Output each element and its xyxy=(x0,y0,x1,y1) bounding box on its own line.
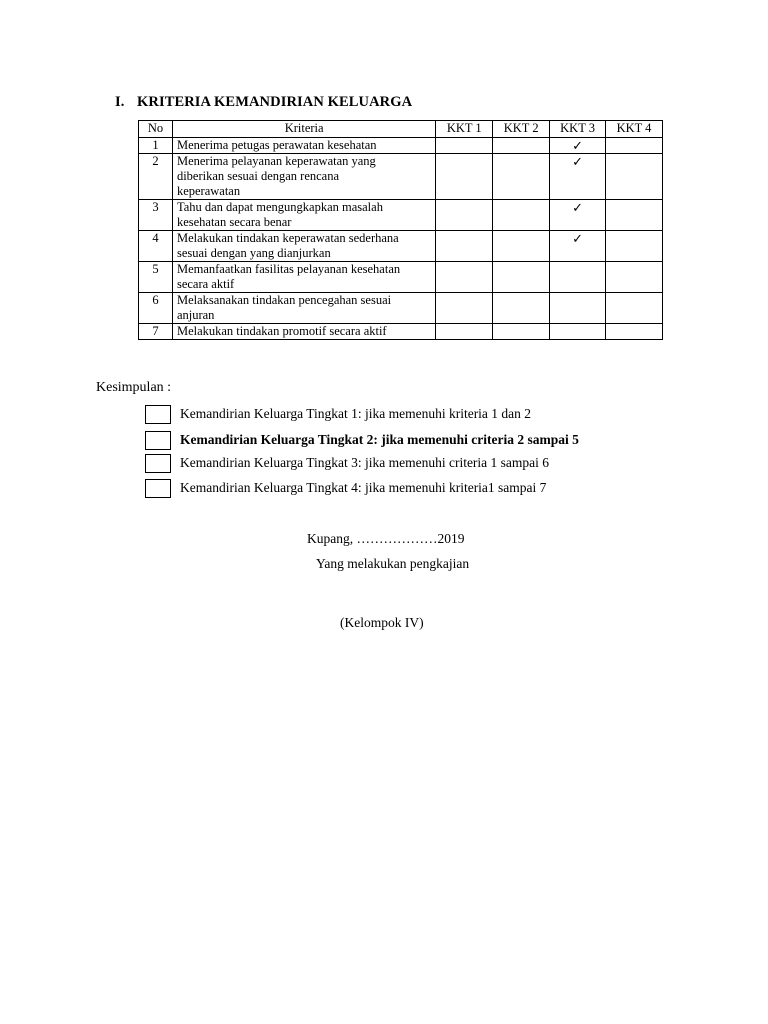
kkt-1-cell xyxy=(436,293,493,324)
criteria-text-line: diberikan sesuai dengan rencana xyxy=(176,169,340,183)
table-header-row xyxy=(139,121,663,138)
criteria-cell xyxy=(172,262,435,293)
kkt-2-cell xyxy=(493,262,550,293)
conclusion-option-3[interactable] xyxy=(145,452,549,474)
kkt-2-cell xyxy=(493,293,550,324)
kkt-1-cell xyxy=(436,262,493,293)
table-row xyxy=(139,262,663,293)
kkt-3-cell: ✓ xyxy=(550,138,606,154)
kkt-3-cell: ✓ xyxy=(550,231,606,262)
conclusion-option-label: Kemandirian Keluarga Tingkat 4: jika memenuhi kriteria1 sampai 7 xyxy=(180,480,547,495)
kkt-2-cell xyxy=(493,324,550,340)
header-kkt-3: KKT 3 xyxy=(550,121,606,138)
criteria-cell xyxy=(172,138,435,154)
kkt-1-cell xyxy=(436,324,493,340)
kkt-1-cell xyxy=(436,138,493,154)
criteria-cell xyxy=(172,154,435,200)
row-number: 3 xyxy=(139,200,173,231)
criteria-table-body xyxy=(139,138,663,340)
kkt-4-cell xyxy=(606,293,663,324)
kkt-2-cell xyxy=(493,138,550,154)
conclusion-option-2[interactable] xyxy=(145,429,579,451)
kkt-4-cell xyxy=(606,231,663,262)
conclusion-option-label: Kemandirian Keluarga Tingkat 2: jika memenuhi criteria 2 sampai 5 xyxy=(180,432,579,447)
criteria-text-line: Melaksanakan tindakan pencegahan sesuai xyxy=(176,293,392,307)
criteria-text-line: anjuran xyxy=(176,308,215,322)
table-row xyxy=(139,200,663,231)
criteria-cell xyxy=(172,324,435,340)
criteria-cell xyxy=(172,231,435,262)
header-kkt-1: KKT 1 xyxy=(436,121,493,138)
checkbox[interactable] xyxy=(145,431,171,450)
conclusion-option-1[interactable] xyxy=(145,403,531,425)
row-number: 6 xyxy=(139,293,173,324)
criteria-text-line: Tahu dan dapat mengungkapkan masalah xyxy=(176,200,383,214)
kkt-3-cell xyxy=(550,293,606,324)
criteria-text-line: secara aktif xyxy=(176,277,235,291)
kkt-3-cell: ✓ xyxy=(550,154,606,200)
signer-name: (Kelompok IV) xyxy=(340,615,424,630)
criteria-text-line: keperawatan xyxy=(176,184,241,198)
table-row xyxy=(139,231,663,262)
table-row xyxy=(139,154,663,200)
table-row xyxy=(139,138,663,154)
row-number: 5 xyxy=(139,262,173,293)
criteria-text-line: Melakukan tindakan promotif secara aktif xyxy=(176,324,387,338)
section-title: KRITERIA KEMANDIRIAN KELUARGA xyxy=(137,94,413,110)
criteria-text-line: sesuai dengan yang dianjurkan xyxy=(176,246,331,260)
conclusion-option-4[interactable] xyxy=(145,477,546,499)
header-kriteria: Kriteria xyxy=(172,121,435,138)
place-date: Kupang, ………………2019 xyxy=(307,531,465,546)
criteria-text-line: Melakukan tindakan keperawatan sederhana xyxy=(176,231,399,245)
row-number: 7 xyxy=(139,324,173,340)
kkt-1-cell xyxy=(436,154,493,200)
kkt-4-cell xyxy=(606,154,663,200)
criteria-table xyxy=(138,120,663,340)
conclusion-option-label: Kemandirian Keluarga Tingkat 3: jika memenuhi criteria 1 sampai 6 xyxy=(180,455,550,470)
kkt-1-cell xyxy=(436,200,493,231)
signer-role: Yang melakukan pengkajian xyxy=(316,556,470,571)
table-row xyxy=(139,293,663,324)
section-number: I. xyxy=(115,94,125,110)
conclusion-option-label: Kemandirian Keluarga Tingkat 1: jika memenuhi kriteria 1 dan 2 xyxy=(180,406,532,421)
criteria-cell xyxy=(172,293,435,324)
checkbox[interactable] xyxy=(145,405,171,424)
criteria-text-line: kesehatan secara benar xyxy=(176,215,292,229)
criteria-cell xyxy=(172,200,435,231)
criteria-text-line: Menerima pelayanan keperawatan yang xyxy=(176,154,376,168)
kkt-2-cell xyxy=(493,154,550,200)
criteria-text-line: Memanfaatkan fasilitas pelayanan kesehatan xyxy=(176,262,401,276)
row-number: 4 xyxy=(139,231,173,262)
header-no: No xyxy=(139,121,173,138)
row-number: 1 xyxy=(139,138,173,154)
kkt-4-cell xyxy=(606,262,663,293)
kkt-2-cell xyxy=(493,231,550,262)
conclusion-label: Kesimpulan : xyxy=(96,380,172,395)
kkt-4-cell xyxy=(606,324,663,340)
kkt-3-cell xyxy=(550,324,606,340)
table-row xyxy=(139,324,663,340)
kkt-4-cell xyxy=(606,138,663,154)
header-kkt-2: KKT 2 xyxy=(493,121,550,138)
kkt-4-cell xyxy=(606,200,663,231)
kkt-3-cell: ✓ xyxy=(550,200,606,231)
header-kkt-4: KKT 4 xyxy=(606,121,663,138)
kkt-1-cell xyxy=(436,231,493,262)
checkbox[interactable] xyxy=(145,454,171,473)
row-number: 2 xyxy=(139,154,173,200)
criteria-text-line: Menerima petugas perawatan kesehatan xyxy=(176,138,377,152)
kkt-3-cell xyxy=(550,262,606,293)
kkt-2-cell xyxy=(493,200,550,231)
checkbox[interactable] xyxy=(145,479,171,498)
section-heading xyxy=(115,94,412,111)
